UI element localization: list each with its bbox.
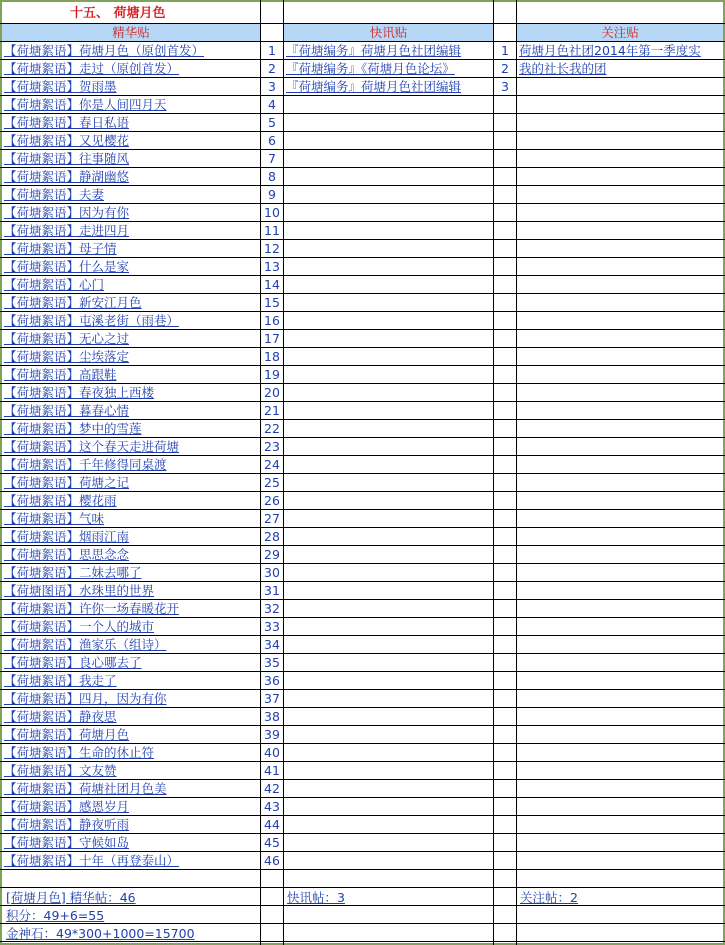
jinghua-post-link[interactable]: 【荷塘絮语】烟雨江南 [4,529,130,544]
kuaixun-post-number: 2 [501,61,509,76]
footer-jinghua-summary: [荷塘月色] 精华帖：46 [6,890,136,905]
jinghua-post-number: 20 [264,385,280,400]
jinghua-post-link[interactable]: 【荷塘絮语】你是人间四月天 [4,97,167,112]
jinghua-post-number: 4 [268,97,276,112]
jinghua-post-number: 38 [264,709,280,724]
jinghua-post-link[interactable]: 【荷塘絮语】静夜思 [4,709,117,724]
footer-guanzhu-summary: 关注帖：2 [520,890,578,905]
jinghua-post-number: 43 [264,799,280,814]
jinghua-post-number: 42 [264,781,280,796]
jinghua-post-link[interactable]: 【荷塘絮语】守候如岛 [4,835,130,850]
jinghua-post-number: 8 [268,169,276,184]
jinghua-post-link[interactable]: 【荷塘絮语】千年修得同桌渡 [4,457,167,472]
kuaixun-post-link[interactable]: 『荷塘编务』荷塘月色社团编辑 [286,79,462,94]
kuaixun-post-link[interactable]: 『荷塘编务』《荷塘月色论坛》 [286,61,455,76]
footer-gold: 金神石：49*300+1000=15700 [6,926,195,941]
jinghua-post-number: 25 [264,475,280,490]
kuaixun-post-number: 3 [501,79,509,94]
jinghua-post-link[interactable]: 【荷塘絮语】静夜听雨 [4,817,130,832]
jinghua-post-number: 40 [264,745,280,760]
jinghua-post-link[interactable]: 【荷塘絮语】渔家乐（组诗） [4,637,167,652]
jinghua-post-number: 11 [264,223,280,238]
jinghua-post-link[interactable]: 【荷塘絮语】屯溪老街（雨巷） [4,313,180,328]
jinghua-post-number: 44 [264,817,280,832]
footer-kuaixun-summary: 快讯帖：3 [287,890,345,905]
jinghua-post-link[interactable]: 【荷塘絮语】许你一场春暖花开 [4,601,180,616]
jinghua-post-link[interactable]: 【荷塘絮语】二妹去哪了 [4,565,142,580]
jinghua-post-link[interactable]: 【荷塘絮语】夫妻 [4,187,105,202]
jinghua-post-number: 26 [264,493,280,508]
jinghua-post-number: 30 [264,565,280,580]
jinghua-post-number: 22 [264,421,280,436]
jinghua-post-number: 18 [264,349,280,364]
jinghua-post-number: 28 [264,529,280,544]
jinghua-post-link[interactable]: 【荷塘絮语】新安江月色 [4,295,142,310]
jinghua-post-link[interactable]: 【荷塘絮语】贺雨墨 [4,79,117,94]
footer-score: 积分：49+6=55 [6,908,105,923]
guanzhu-post-link[interactable]: 我的社长我的团 [519,61,607,76]
jinghua-post-number: 19 [264,367,280,382]
row-divider [0,887,725,888]
jinghua-post-number: 34 [264,637,280,652]
jinghua-post-link[interactable]: 【荷塘絮语】这个春天走进荷塘 [4,439,180,454]
jinghua-post-number: 35 [264,655,280,670]
jinghua-post-link[interactable]: 【荷塘絮语】母子情 [4,241,117,256]
jinghua-post-number: 17 [264,331,280,346]
jinghua-post-link[interactable]: 【荷塘絮语】静湖幽悠 [4,169,130,184]
jinghua-post-link[interactable]: 【荷塘絮语】樱花雨 [4,493,117,508]
jinghua-post-number: 37 [264,691,280,706]
jinghua-post-number: 45 [264,835,280,850]
jinghua-post-link[interactable]: 【荷塘絮语】暮春心情 [4,403,130,418]
jinghua-post-number: 2 [268,61,276,76]
jinghua-post-number: 36 [264,673,280,688]
jinghua-post-link[interactable]: 【荷塘絮语】梦中的雪莲 [4,421,142,436]
jinghua-post-link[interactable]: 【荷塘絮语】又见樱花 [4,133,130,148]
jinghua-post-link[interactable]: 【荷塘絮语】春日私语 [4,115,130,130]
jinghua-post-link[interactable]: 【荷塘絮语】尘埃落定 [4,349,130,364]
jinghua-post-link[interactable]: 【荷塘絮语】什么是家 [4,259,130,274]
jinghua-post-number: 16 [264,313,280,328]
jinghua-post-number: 13 [264,259,280,274]
jinghua-post-link[interactable]: 【荷塘絮语】一个人的城市 [4,619,155,634]
jinghua-post-link[interactable]: 【荷塘絮语】走过（原创首发） [4,61,180,76]
kuaixun-post-link[interactable]: 『荷塘编务』荷塘月色社团编辑 [286,43,462,58]
jinghua-post-number: 33 [264,619,280,634]
jinghua-post-number: 3 [268,79,276,94]
guanzhu-post-link[interactable]: 荷塘月色社团2014年第一季度实 [519,43,701,58]
page-title: 十五、 荷塘月色 [70,6,166,21]
jinghua-post-link[interactable]: 【荷塘絮语】荷塘月色（原创首发） [4,43,205,58]
jinghua-post-link[interactable]: 【荷塘絮语】往事随风 [4,151,130,166]
jinghua-post-number: 5 [268,115,276,130]
jinghua-post-number: 46 [264,853,280,868]
jinghua-post-link[interactable]: 【荷塘图语】水珠里的世界 [4,583,155,598]
header-kuaixun: 快讯贴 [284,24,493,41]
jinghua-post-link[interactable]: 【荷塘絮语】气味 [4,511,105,526]
jinghua-post-link[interactable]: 【荷塘絮语】春夜独上西楼 [4,385,155,400]
row-divider [0,869,725,870]
jinghua-post-link[interactable]: 【荷塘絮语】四月，因为有你 [4,691,167,706]
jinghua-post-number: 39 [264,727,280,742]
jinghua-post-link[interactable]: 【荷塘絮语】生命的休止符 [4,745,155,760]
header-guanzhu: 关注贴 [517,24,723,41]
jinghua-post-link[interactable]: 【荷塘絮语】感恩岁月 [4,799,130,814]
jinghua-post-number: 23 [264,439,280,454]
jinghua-post-link[interactable]: 【荷塘絮语】荷塘月色 [4,727,130,742]
jinghua-post-link[interactable]: 【荷塘絮语】思思念念 [4,547,130,562]
kuaixun-post-number: 1 [501,43,509,58]
jinghua-post-number: 32 [264,601,280,616]
jinghua-post-link[interactable]: 【荷塘絮语】十年（再登泰山） [4,853,180,868]
jinghua-post-link[interactable]: 【荷塘絮语】荷塘之记 [4,475,130,490]
header-jinghua: 精华贴 [2,24,260,41]
jinghua-post-number: 27 [264,511,280,526]
jinghua-post-link[interactable]: 【荷塘絮语】因为有你 [4,205,130,220]
jinghua-post-number: 15 [264,295,280,310]
jinghua-post-number: 29 [264,547,280,562]
jinghua-post-number: 6 [268,133,276,148]
jinghua-post-link[interactable]: 【荷塘絮语】无心之过 [4,331,130,346]
jinghua-post-number: 31 [264,583,280,598]
jinghua-post-number: 21 [264,403,280,418]
jinghua-post-link[interactable]: 【荷塘絮语】文友赞 [4,763,117,778]
jinghua-post-link[interactable]: 【荷塘絮语】良心哪去了 [4,655,142,670]
jinghua-post-link[interactable]: 【荷塘絮语】心门 [4,277,105,292]
jinghua-post-number: 12 [264,241,280,256]
jinghua-post-number: 1 [268,43,276,58]
jinghua-post-number: 10 [264,205,280,220]
jinghua-post-number: 14 [264,277,280,292]
jinghua-post-link[interactable]: 【荷塘絮语】荷塘社团月色美 [4,781,167,796]
jinghua-post-number: 9 [268,187,276,202]
jinghua-post-link[interactable]: 【荷塘絮语】走进四月 [4,223,130,238]
jinghua-post-link[interactable]: 【荷塘絮语】高跟鞋 [4,367,117,382]
jinghua-post-link[interactable]: 【荷塘絮语】我走了 [4,673,117,688]
jinghua-post-number: 41 [264,763,280,778]
jinghua-post-number: 7 [268,151,276,166]
jinghua-post-number: 24 [264,457,280,472]
